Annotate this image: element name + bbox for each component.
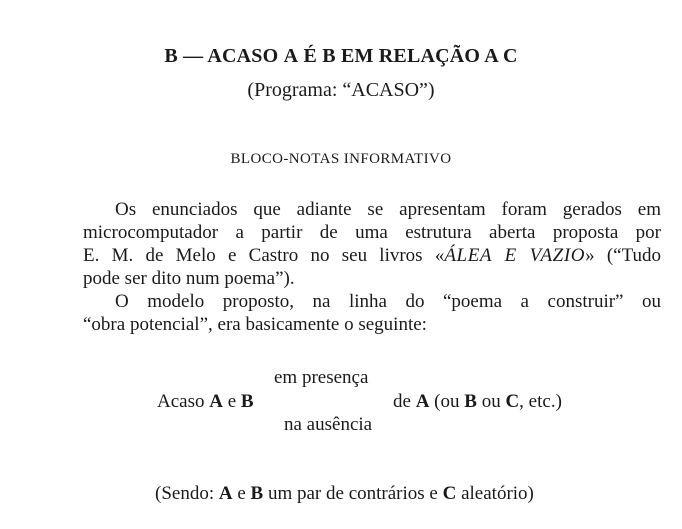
paragraph-line: Os enunciados que adiante se apresentam foram gerados em: [115, 199, 661, 220]
note-text: (Sendo:: [155, 483, 219, 504]
section-heading: BLOCO-NOTAS INFORMATIVO: [230, 151, 452, 167]
diagram-text: (ou: [429, 391, 465, 412]
diagram-text: , etc.): [519, 391, 562, 412]
note-letter-c: C: [442, 483, 457, 504]
paragraph-line: [83, 244, 661, 267]
diagram-text: e: [222, 391, 241, 412]
diagram-letter-a: A: [415, 391, 430, 412]
note-text: aleatório): [456, 483, 534, 504]
diagram-right-term: [393, 391, 562, 413]
title-letter-b: B: [322, 45, 336, 67]
paragraph-line: microcomputador a partir de uma estrutura aberta proposta por: [83, 222, 661, 243]
line-text: » (“Tudo: [585, 245, 662, 266]
diagram-left-term: [157, 391, 254, 413]
book-title: ÁLEA E VAZIO: [444, 245, 586, 266]
title-text: É: [298, 45, 323, 67]
paragraph-model: [83, 290, 661, 336]
diagram-top-option: em presença: [274, 367, 369, 388]
program-subtitle: (Programa: “ACASO”): [247, 79, 435, 101]
note-letter-b: B: [250, 483, 264, 504]
title-letter-c: C: [503, 45, 518, 67]
diagram-letter-a: A: [209, 391, 223, 412]
diagram-text: de: [393, 391, 416, 412]
title-text: — ACASO: [177, 45, 284, 67]
diagram-text: Acaso: [157, 391, 210, 412]
note-letter-a: A: [218, 483, 233, 504]
diagram-letter-c: C: [505, 391, 520, 412]
paragraph-line: pode ser dito num poema”).: [83, 268, 295, 289]
note-text: um par de contrários e: [263, 483, 443, 504]
title-text: EM RELAÇÃO A: [335, 45, 504, 67]
diagram-letter-b: B: [464, 391, 477, 412]
definition-note: [155, 483, 534, 505]
diagram-bottom-option: na ausência: [284, 414, 373, 435]
diagram-letter-b: B: [240, 391, 254, 412]
title-prefix: B: [164, 45, 178, 67]
paragraph-intro: [83, 198, 661, 290]
line-text: E. M. de Melo e Castro no seu livros «: [83, 245, 445, 266]
paragraph-line: O modelo proposto, na linha do “poema a construir” ou: [115, 291, 661, 312]
title-letter-a: A: [283, 45, 299, 67]
chapter-title: [0, 45, 682, 68]
diagram-text: ou: [476, 391, 506, 412]
paragraph-line: “obra potencial”, era basicamente o seguinte:: [83, 314, 427, 335]
note-text: e: [232, 483, 251, 504]
